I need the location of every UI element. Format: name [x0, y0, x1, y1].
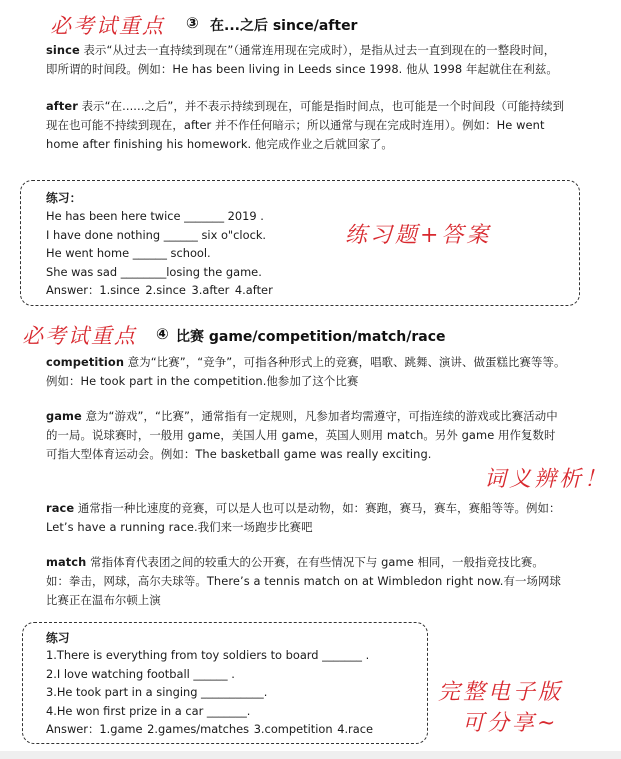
practice1-item: I have done nothing ______ six o"clock.: [46, 227, 267, 242]
race-term: race: [46, 501, 75, 515]
competition-text: 意为“比赛”，“竞争”，可指各种形式上的竞赛，唱歌、跳舞、演讲、做蛋糕比赛等等。例如：He took part in the competition.他参加了这个比赛: [46, 355, 566, 389]
practice2-item: 2.I love watching football ______ .: [46, 666, 235, 681]
match-paragraph: [46, 553, 566, 611]
game-text: 意为“游戏”，“比赛”，通常指有一定规则，凡参加者均需遵守，可指连续的游戏或比赛活动中的一局。说球赛时，一般用 game，美国人用 game，英国人则用 match。另外 game 用作复数时可指大型体育运动会。例如：The basketball game was really exciting.: [46, 409, 558, 462]
competition-term: competition: [46, 355, 125, 369]
race-text: 通常指一种比速度的竞赛，可以是人也可以是动物，如：赛跑，赛马，赛车，赛船等等。例如：Let’s have a running race.我们来一场跑步比赛吧: [46, 501, 561, 535]
practice1-item: She was sad ________losing the game.: [46, 264, 262, 279]
section4-number: ④: [156, 325, 169, 343]
race-paragraph: [46, 499, 566, 537]
game-paragraph: [46, 407, 566, 465]
practice2-title: 练习: [46, 631, 70, 645]
after-text: 表示“在......之后”，并不表示持续到现在，可能是指时间点，也可能是一个时间段（可能持续到现在也可能不持续到现在，after 并不作任何暗示；所以通常与现在完成时连用）。例如：He went home after finishing his homework. 他完成作业之后就回家了。: [46, 99, 565, 152]
section4-title: 比赛 game/competition/match/race: [176, 329, 446, 345]
after-paragraph: [46, 97, 566, 155]
practice1-item: He went home ______ school.: [46, 246, 211, 261]
page-bottom-strip: [0, 751, 621, 759]
game-term: game: [46, 409, 82, 423]
practice1-annotation: 练习题+答案: [345, 223, 492, 248]
practice1-list: [46, 207, 273, 300]
since-text: 表示“从过去一直持续到现在”（通常连用现在完成时），是指从过去一直到现在的一整段时间，即所谓的时间段。例如：He has been living in Leeds since 1998. 他从 1998 年起就住在利兹。: [46, 43, 558, 77]
section4-note: 必考试重点: [22, 324, 137, 348]
practice1-title: 练习：: [46, 191, 82, 205]
match-term: match: [46, 555, 87, 569]
practice2-list: [46, 646, 373, 739]
practice1-item: He has been here twice _______ 2019 .: [46, 209, 264, 223]
practice2-item: 1.There is everything from toy soldiers to board _______ .: [46, 648, 370, 662]
practice2-annotation-line1: 完整电子版: [438, 680, 564, 705]
practice2-item: 4.He won first prize in a car _______.: [46, 703, 251, 718]
after-term: after: [46, 99, 78, 113]
section4-annotation: 词义辨析！: [480, 462, 613, 493]
practice1-answer: Answer：1.since 2.since 3.after 4.after: [46, 283, 273, 298]
section3-note: 必考试重点: [50, 14, 165, 38]
since-term: since: [46, 43, 80, 57]
section3-title: 在...之后 since/after: [210, 18, 358, 34]
section3-number: ③: [186, 14, 199, 32]
since-paragraph: [46, 41, 566, 79]
practice2-annotation-line2: 可分享~: [462, 711, 559, 736]
practice2-item: 3.He took part in a singing ___________.: [46, 685, 268, 700]
competition-paragraph: [46, 353, 566, 391]
match-text: 常指体育代表团之间的较重大的公开赛，在有些情况下与 game 相同，一般指竞技比赛。如：拳击，网球，高尔夫球等。There’s a tennis match on at Wimbledon right now.有一场网球比赛正在温布尔顿上演: [46, 555, 561, 608]
practice2-answer: Answer：1.game 2.games/matches 3.competition 4.race: [46, 722, 373, 737]
